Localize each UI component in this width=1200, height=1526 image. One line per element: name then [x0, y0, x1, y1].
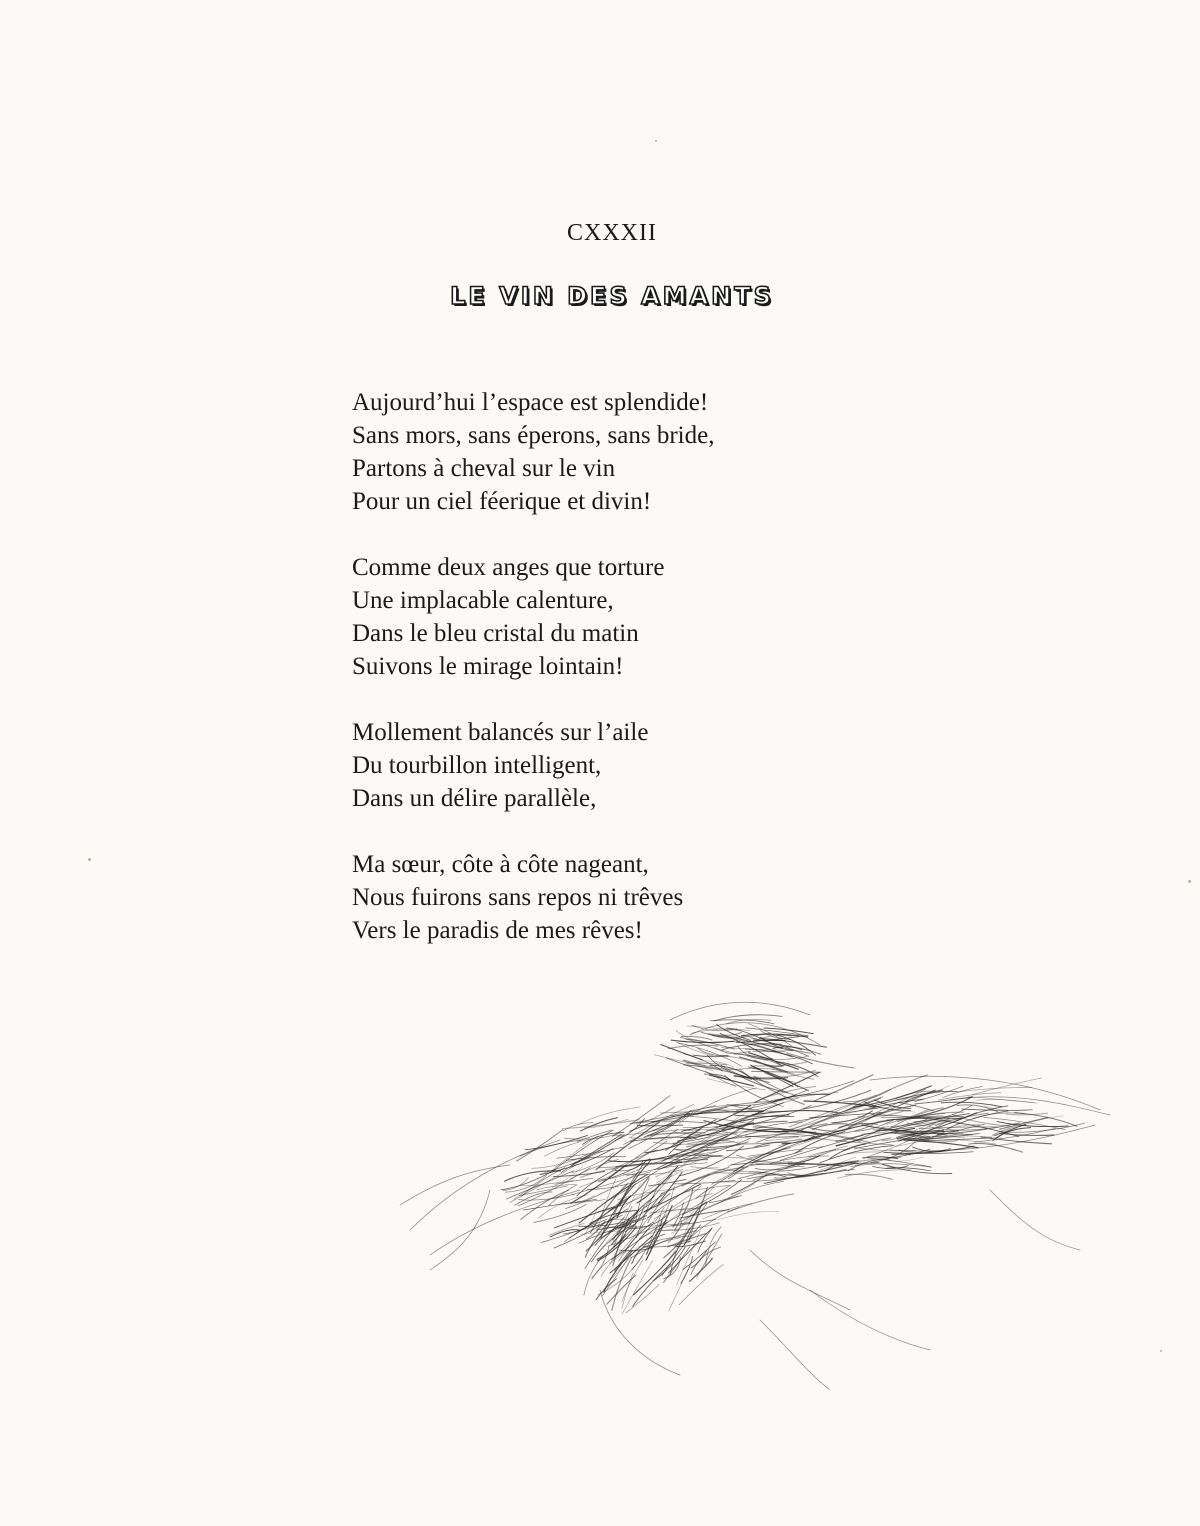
etch-stroke — [731, 1175, 766, 1194]
etch-stroke — [973, 1113, 1025, 1119]
etch-stroke — [637, 1125, 683, 1126]
etch-stroke — [814, 1075, 873, 1101]
poem-line: Pour un ciel féerique et divin! — [352, 488, 652, 515]
paper-speck — [88, 858, 91, 861]
etch-stroke — [686, 1039, 734, 1049]
etch-stroke — [571, 1165, 626, 1203]
etch-stroke — [669, 1269, 689, 1311]
etch-stroke — [580, 1176, 612, 1187]
etch-stroke — [683, 1155, 721, 1156]
etch-stroke — [760, 1320, 830, 1390]
etch-stroke — [510, 1164, 577, 1202]
etch-stroke — [400, 1165, 510, 1205]
poem-body — [352, 386, 872, 980]
etch-stroke — [580, 1118, 617, 1131]
etch-stroke — [950, 1097, 1110, 1115]
poem-line: Dans un délire parallèle, — [352, 785, 597, 812]
poem-line: Suivons le mirage lointain! — [352, 653, 624, 680]
etch-stroke — [430, 1190, 580, 1255]
etch-stroke — [972, 1078, 1041, 1095]
poem-line: Une implacable calenture, — [352, 587, 614, 614]
etch-stroke — [577, 1130, 611, 1142]
etch-stroke — [894, 1086, 949, 1101]
stanza — [352, 386, 872, 518]
poem-line: Comme deux anges que torture — [352, 554, 665, 581]
etch-stroke — [612, 1096, 669, 1137]
paper-speck — [1160, 1350, 1162, 1352]
poem-line: Dans le bleu cristal du matin — [352, 620, 639, 647]
etch-stroke — [518, 1194, 574, 1200]
paper-speck — [655, 140, 657, 142]
poem-title: LE VIN DES AMANTS — [450, 282, 774, 310]
poem-line: Partons à cheval sur le vin — [352, 455, 616, 482]
etch-stroke — [787, 1053, 854, 1068]
etch-stroke — [578, 1107, 641, 1125]
poem-line: Ma sœur, côte à côte nageant, — [352, 851, 649, 878]
etch-stroke — [600, 1290, 680, 1375]
etch-stroke — [676, 1042, 712, 1056]
etch-stroke — [750, 1250, 850, 1310]
poem-line: Mollement balancés sur l’aile — [352, 719, 649, 746]
etch-stroke — [691, 1251, 707, 1268]
poem-number: CXXXII — [567, 220, 657, 246]
etch-stroke — [958, 1087, 1031, 1092]
poem-line: Aujourd’hui l’espace est splendide! — [352, 389, 709, 416]
stanza — [352, 848, 872, 947]
etch-stroke — [555, 1178, 593, 1184]
etch-stroke — [521, 1168, 565, 1197]
etch-stroke — [749, 1138, 820, 1158]
etch-stroke — [430, 1190, 490, 1270]
stanza — [352, 551, 872, 683]
etch-stroke — [554, 1130, 614, 1170]
etch-stroke — [515, 1192, 552, 1205]
etch-stroke — [592, 1246, 609, 1278]
poem-line: Nous fuirons sans repos ni trêves — [352, 884, 684, 911]
etch-stroke — [830, 1144, 866, 1158]
poem-line: Du tourbillon intelligent, — [352, 752, 602, 779]
etch-stroke — [584, 1256, 603, 1295]
paper-speck — [1188, 880, 1191, 883]
etch-stroke — [525, 1135, 587, 1149]
etch-stroke — [941, 1102, 1002, 1107]
etched-figures-icon — [390, 990, 1120, 1400]
poem-line: Sans mors, sans éperons, sans bride, — [352, 422, 715, 449]
etch-stroke — [670, 1002, 810, 1020]
etch-stroke — [990, 1190, 1080, 1250]
etch-stroke — [563, 1120, 640, 1129]
stanza — [352, 716, 872, 815]
etch-stroke — [517, 1130, 563, 1161]
poem-line: Vers le paradis de mes rêves! — [352, 917, 643, 944]
etch-stroke — [655, 1055, 706, 1066]
